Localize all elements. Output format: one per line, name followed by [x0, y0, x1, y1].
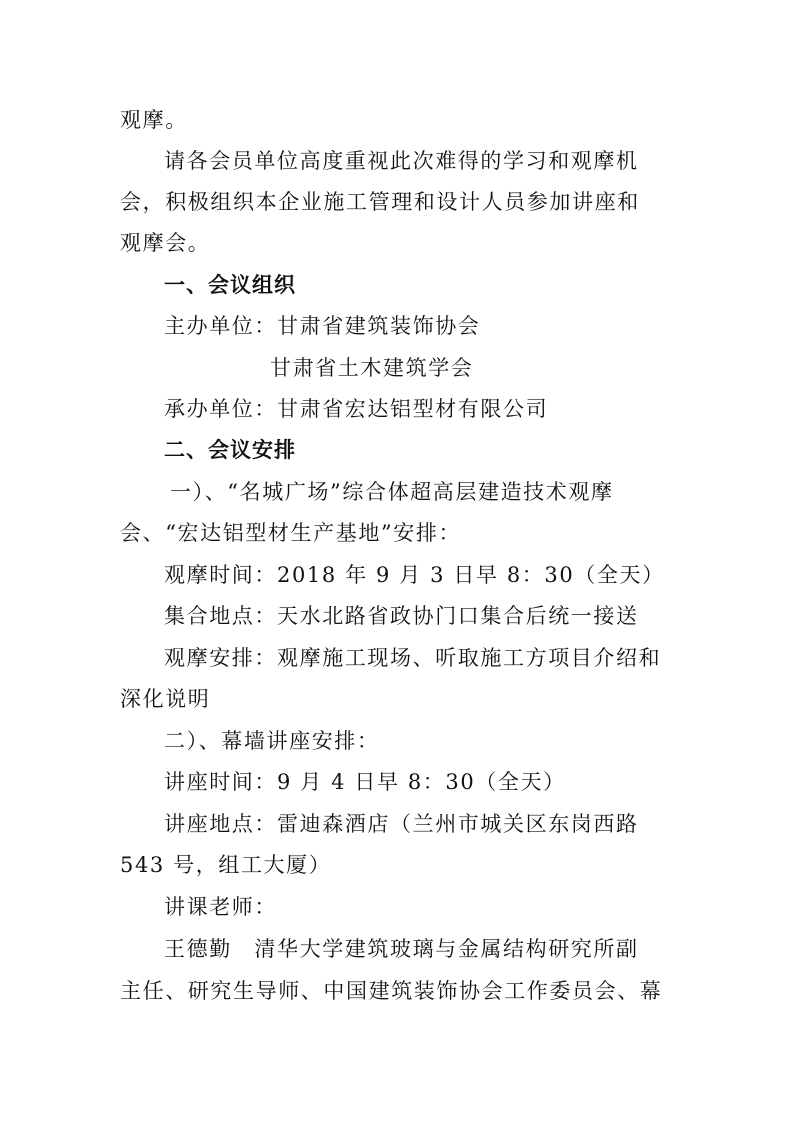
schedule-line: 集合地点：天水北路省政协门口集合后统一接送	[164, 604, 639, 628]
schedule-line: 观摩安排：观摩施工现场、听取施工方项目介绍和	[164, 646, 662, 670]
lecturer-line: 王德勤 清华大学建筑玻璃与金属结构研究所副	[164, 937, 639, 961]
section-heading: 二、会议安排	[164, 438, 296, 462]
text-line: 观摩。	[120, 108, 188, 132]
paragraph-line: 会，积极组织本企业施工管理和设计人员参加讲座和	[120, 190, 640, 214]
paragraph-line: 观摩会。	[120, 231, 211, 255]
subsection-heading: 一）、“名城广场”综合体超高层建造技术观摩	[170, 480, 614, 504]
subsection-line: 会、“宏达铝型材生产基地”安排：	[120, 521, 462, 545]
lecture-line: 讲座地点：雷迪森酒店（兰州市城关区东岗西路	[164, 812, 639, 836]
lecture-line: 讲座时间：9 月 4 日早 8：30（全天）	[164, 770, 566, 794]
lecture-line: 543 号，组工大厦）	[120, 853, 332, 877]
lecture-line: 讲课老师：	[164, 895, 277, 919]
organizer-line: 甘肃省土木建筑学会	[270, 356, 474, 380]
subsection-heading: 二）、幕墙讲座安排：	[164, 729, 380, 753]
paragraph-line: 请各会员单位高度重视此次难得的学习和观摩机	[164, 149, 639, 173]
section-heading: 一、会议组织	[164, 273, 296, 297]
host-line: 承办单位：甘肃省宏达铝型材有限公司	[164, 397, 549, 421]
lecturer-line: 主任、研究生导师、中国建筑装饰协会工作委员会、幕	[120, 979, 663, 1003]
organizer-line: 主办单位：甘肃省建筑装饰协会	[164, 314, 481, 338]
schedule-line: 深化说明	[120, 687, 211, 711]
schedule-line: 观摩时间：2018 年 9 月 3 日早 8：30（全天）	[164, 563, 665, 587]
